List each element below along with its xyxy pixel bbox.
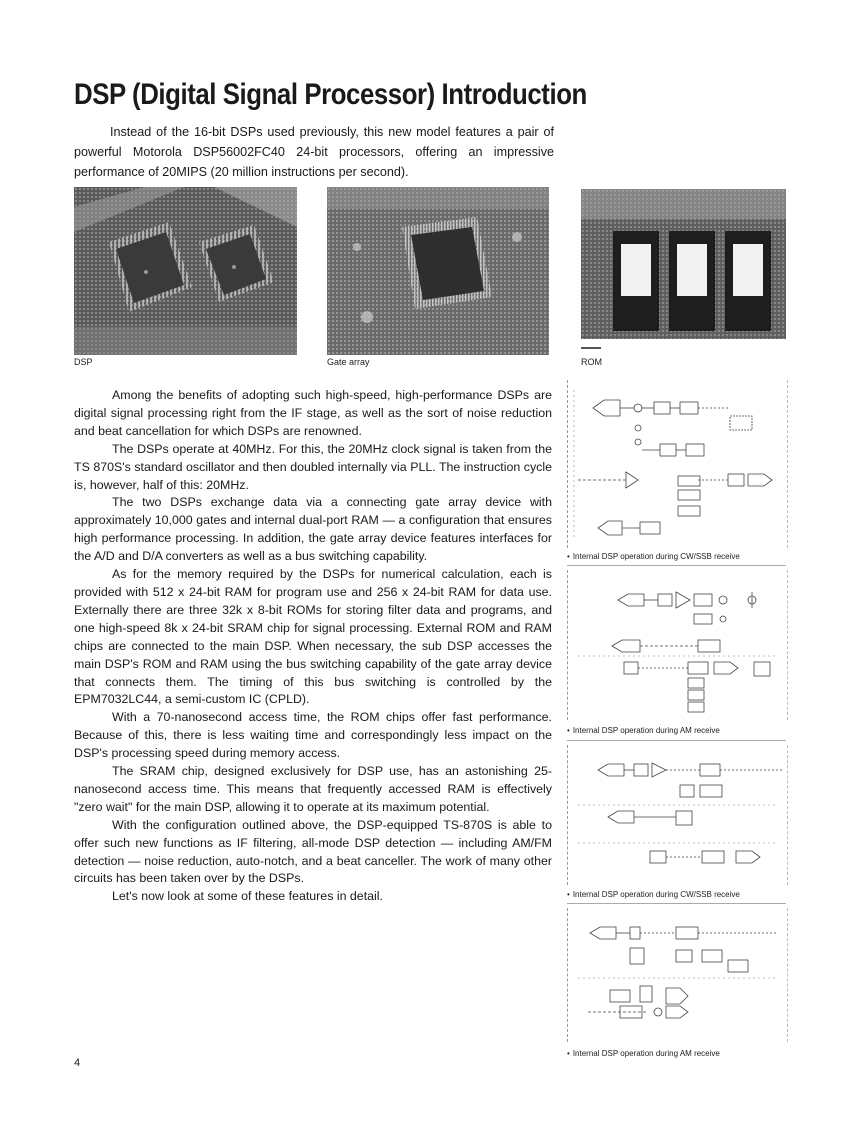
- body-text: [74, 387, 552, 906]
- intro-paragraph: Instead of the 16-bit DSPs used previously, this new model features a pair of powerful Motorola DSP56002FC40 24-bit processors, offering an impressive performance of 20MIPS (20 million instructions per second).: [74, 125, 554, 179]
- body-paragraph: With the configuration outlined above, the DSP-equipped TS-870S is able to offer such new functions as IF filtering, all-mode DSP detection — including AM/FM detection — noise reduction, auto-notch, and a beat canceller. The work of many other circuits has been taken over by the DSPs.: [74, 817, 552, 886]
- body-paragraph: Among the benefits of adopting such high-speed, high-performance DSPs are digital signal processing right from the IF stage, as well as the sort of noise reduction and beat cancellation for which DSPs are renowned.: [74, 388, 552, 438]
- diagram-caption-text: Internal DSP operation during AM receive: [572, 726, 720, 735]
- diagram-caption-text: Internal DSP operation during CW/SSB receive: [572, 890, 740, 899]
- body-paragraph: The DSPs operate at 40MHz. For this, the 20MHz clock signal is taken from the TS 870S's standard oscillator and then doubled internally via PLL. The instruction cycle is, however, half of this: 20MHz.: [74, 441, 552, 492]
- body-paragraph: Let's now look at some of these features in detail.: [112, 889, 383, 904]
- divider: [567, 565, 786, 566]
- block-diagram-am-1: [567, 570, 788, 720]
- body-paragraph: The SRAM chip, designed exclusively for DSP use, has an astonishing 25-nanosecond access time. This means that frequently accessed RAM is effectively "zero wait" for the main DSP, allowing it to operate at its maximum potential.: [74, 764, 552, 814]
- body-paragraph: The two DSPs exchange data via a connecting gate array device with approximately 10,000 gates and internal dual-port RAM — a configuration that ensures high performance processing. In addition, the gate array device features interfaces for the A/D and D/A converters as well as a bus switching capability.: [74, 495, 552, 564]
- photo-caption-gate-array: Gate array: [327, 357, 370, 367]
- rom-photo-mark: [581, 347, 601, 349]
- divider: [567, 903, 786, 904]
- diagram-caption-text: Internal DSP operation during AM receive: [572, 1049, 720, 1058]
- bullet-icon: •: [567, 1049, 570, 1058]
- gate-array-photo: [327, 187, 549, 355]
- diagram-caption-4: [567, 1049, 720, 1058]
- body-paragraph: As for the memory required by the DSPs for numerical calculation, each is provided with 512 x 24-bit RAM for program use and 256 x 24-bit RAM for data use. Externally there are three 32k x 8-bit ROMs for storing filter data and programs, and one high-speed 8k x 24-bit SRAM chip for signal processing. External ROM and RAM chips are connected to the main DSP. When necessary, the sub DSP accesses the main DSP's ROM and RAM using the bus switching capability of the gate array device that connects them. The timing of this bus switching is controlled by the EPM7032LC44, a semi-custom IC (CPLD).: [74, 567, 552, 707]
- block-diagram-am-2: [567, 908, 788, 1042]
- body-paragraph: With a 70-nanosecond access time, the ROM chips offer fast performance. Because of this, there is less waiting time and correspondingly less impact on the DSP's processing speed during memory access.: [74, 710, 552, 761]
- bullet-icon: •: [567, 890, 570, 899]
- page-number: 4: [74, 1057, 81, 1069]
- intro-text: [74, 122, 554, 182]
- diagram-caption-2: [567, 726, 720, 735]
- divider: [567, 740, 786, 741]
- diagram-caption-1: [567, 552, 740, 561]
- bullet-icon: •: [567, 726, 570, 735]
- dsp-photo: [74, 187, 297, 355]
- diagram-caption-text: Internal DSP operation during CW/SSB receive: [572, 552, 740, 561]
- rom-photo: [581, 189, 786, 339]
- block-diagram-cw-ssb-2: [567, 745, 788, 885]
- photo-caption-dsp: DSP: [74, 357, 93, 367]
- block-diagram-cw-ssb-1: [567, 380, 788, 548]
- diagram-caption-3: [567, 890, 740, 899]
- page-title: DSP (Digital Signal Processor) Introduction: [74, 78, 587, 111]
- photo-caption-rom: ROM: [581, 357, 602, 367]
- bullet-icon: •: [567, 552, 570, 561]
